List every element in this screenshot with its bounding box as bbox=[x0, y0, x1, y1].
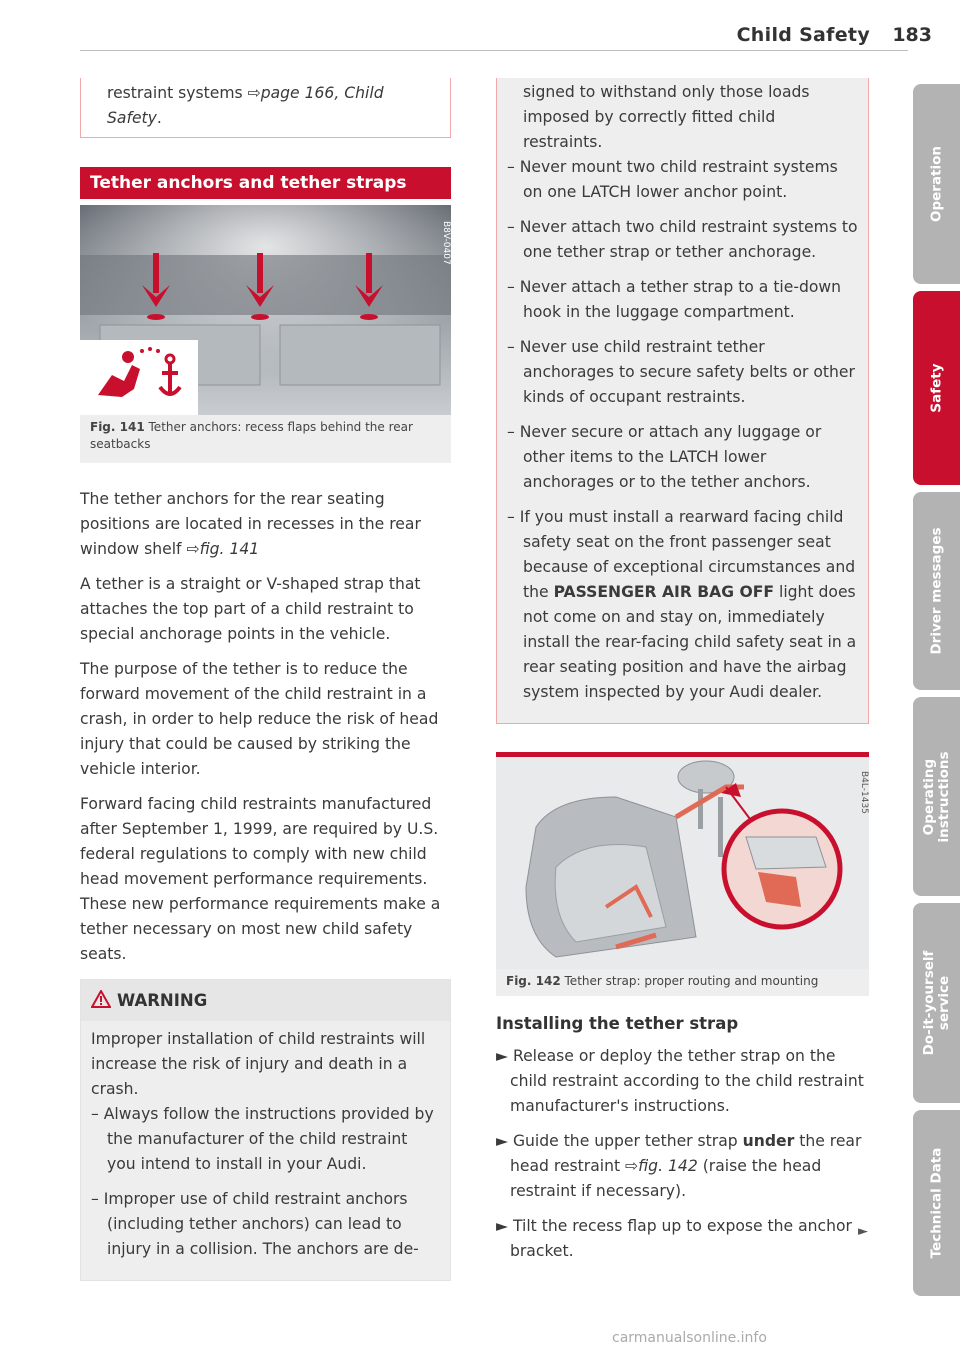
side-tab-label: Safety bbox=[928, 363, 944, 413]
figure-reference-link[interactable]: ⇨fig. 141 bbox=[186, 540, 260, 558]
side-tab-technical-data[interactable] bbox=[913, 1110, 960, 1296]
warning-title: WARNING bbox=[117, 991, 208, 1010]
watermark: carmanualsonline.info bbox=[612, 1330, 767, 1346]
figure-code: B8V-0407 bbox=[441, 221, 451, 265]
side-tab-label: Driver messages bbox=[928, 527, 944, 655]
warning-item: – Never mount two child restraint systems on one LATCH lower anchor point. bbox=[507, 158, 838, 201]
warning-item: – Never secure or attach any luggage or other items to the LATCH lower anchorages or to the tether anchors. bbox=[507, 423, 822, 491]
warning-item: – Never use child restraint tether anchorages to secure safety belts or other kinds of occupant restraints. bbox=[507, 338, 855, 406]
right-body bbox=[496, 1011, 869, 1274]
warning-intro: Improper installation of child restraints will increase the risk of injury and death in a crash. bbox=[91, 1030, 426, 1098]
figure-reference-link[interactable]: ⇨fig. 142 bbox=[625, 1157, 698, 1175]
side-tab-label: Technical Data bbox=[928, 1147, 944, 1259]
header-rule bbox=[80, 50, 908, 51]
side-tab-label: Operation bbox=[928, 145, 944, 223]
continued-note-box bbox=[80, 78, 451, 138]
left-body bbox=[80, 487, 451, 1281]
warning-item-text: light does not come on and stay on, immediately install the rear-facing child safety seat in a rear seating position and have the airbag system inspected by your Audi dealer. bbox=[523, 583, 857, 701]
side-tab-safety[interactable] bbox=[913, 291, 960, 485]
section-heading-tether-anchors: Tether anchors and tether straps bbox=[80, 167, 451, 199]
step-text: the rear head restraint bbox=[510, 1132, 862, 1175]
warning-box bbox=[80, 979, 451, 1281]
paragraph-text: The tether anchors for the rear seating positions are located in recesses in the rear window shelf bbox=[80, 490, 421, 558]
tether-strap-illustration bbox=[496, 757, 869, 969]
warning-item-text: – If you must install a rearward facing child safety seat on the front passenger seat because of exceptional circumstances and the bbox=[507, 508, 856, 601]
left-column bbox=[80, 78, 451, 199]
indicator-light-name: PASSENGER AIR BAG OFF bbox=[553, 583, 775, 601]
paragraph: The purpose of the tether is to reduce the forward movement of the child restraint in a crash, in order to help reduce the risk of head injury that could be caused by striking the vehicle interior. bbox=[80, 660, 439, 778]
step-item bbox=[496, 1129, 869, 1204]
figure-caption-text: Tether strap: proper routing and mounting bbox=[564, 974, 819, 988]
warning-box-continued bbox=[496, 78, 869, 724]
paragraph: A tether is a straight or V-shaped strap that attaches the top part of a child restraint to special anchorage points in the vehicle. bbox=[80, 575, 421, 643]
warning-header bbox=[81, 980, 450, 1021]
step-item: ► Release or deploy the tether strap on the child restraint according to the child restraint manufacturer's instructions. bbox=[496, 1047, 864, 1115]
figure-142-caption bbox=[496, 969, 869, 996]
continued-note-suffix: . bbox=[156, 109, 162, 127]
figure-code: B4L-1435 bbox=[859, 771, 869, 814]
side-tab-operation[interactable] bbox=[913, 84, 960, 284]
step-text: ► Guide the upper tether strap bbox=[496, 1132, 743, 1150]
warning-item: – Never attach two child restraint systems to one tether strap or tether anchorage. bbox=[507, 218, 858, 261]
side-tab-label: Do-it-yourself service bbox=[920, 950, 952, 1056]
warning-triangle-icon bbox=[91, 990, 111, 1008]
side-tab-label: Operating instructions bbox=[920, 751, 952, 842]
right-column bbox=[496, 78, 869, 806]
figure-141-caption bbox=[80, 415, 451, 459]
figure-label: Fig. 141 bbox=[90, 420, 145, 434]
running-header-title: Child Safety bbox=[736, 24, 870, 46]
side-tab-driver-messages[interactable] bbox=[913, 492, 960, 690]
page-number: 183 bbox=[892, 24, 932, 46]
figure-141 bbox=[80, 205, 451, 463]
warning-body bbox=[81, 1021, 450, 1280]
side-tab-do-it-yourself-service[interactable] bbox=[913, 903, 960, 1103]
warning-continued-intro: signed to withstand only those loads imposed by correctly fitted child restraints. bbox=[523, 83, 810, 151]
warning-item: – Never attach a tether strap to a tie-down hook in the luggage compartment. bbox=[507, 278, 842, 321]
continued-note-text: restraint systems bbox=[107, 84, 248, 102]
subheading-installing-tether-strap: Installing the tether strap bbox=[496, 1014, 739, 1033]
continue-marker-icon: ► bbox=[858, 1224, 868, 1239]
warning-item: – Improper use of child restraint anchors (including tether anchors) can lead to injury in a collision. The anchors are de- bbox=[91, 1190, 419, 1258]
warning-item bbox=[507, 505, 858, 705]
magnified-anchor-inset bbox=[724, 811, 840, 927]
paragraph: Forward facing child restraints manufactured after September 1, 1999, are required by U.S. federal regulations to comply with new child head movement performance requirements. These new performance requirements make a tether necessary on most new child safety seats. bbox=[80, 795, 441, 963]
step-emphasis: under bbox=[742, 1132, 795, 1150]
figure-142 bbox=[496, 757, 869, 993]
figure-caption-text: Tether anchors: recess flaps behind the rear seatbacks bbox=[90, 420, 413, 451]
side-tab-operating-instructions[interactable] bbox=[913, 697, 960, 896]
paragraph bbox=[80, 487, 451, 562]
step-text: (raise the head restraint if necessary). bbox=[510, 1157, 822, 1200]
step-item: ► Tilt the recess flap up to expose the anchor bracket. bbox=[496, 1217, 852, 1260]
tether-anchors-illustration bbox=[80, 205, 451, 415]
warning-item: – Always follow the instructions provided by the manufacturer of the child restraint you intend to install in your Audi. bbox=[91, 1105, 434, 1173]
page-reference-link[interactable]: ⇨page 166, Child Safety bbox=[107, 84, 384, 127]
child-seat-anchor-symbol-icon bbox=[80, 340, 198, 415]
figure-label: Fig. 142 bbox=[506, 974, 561, 988]
